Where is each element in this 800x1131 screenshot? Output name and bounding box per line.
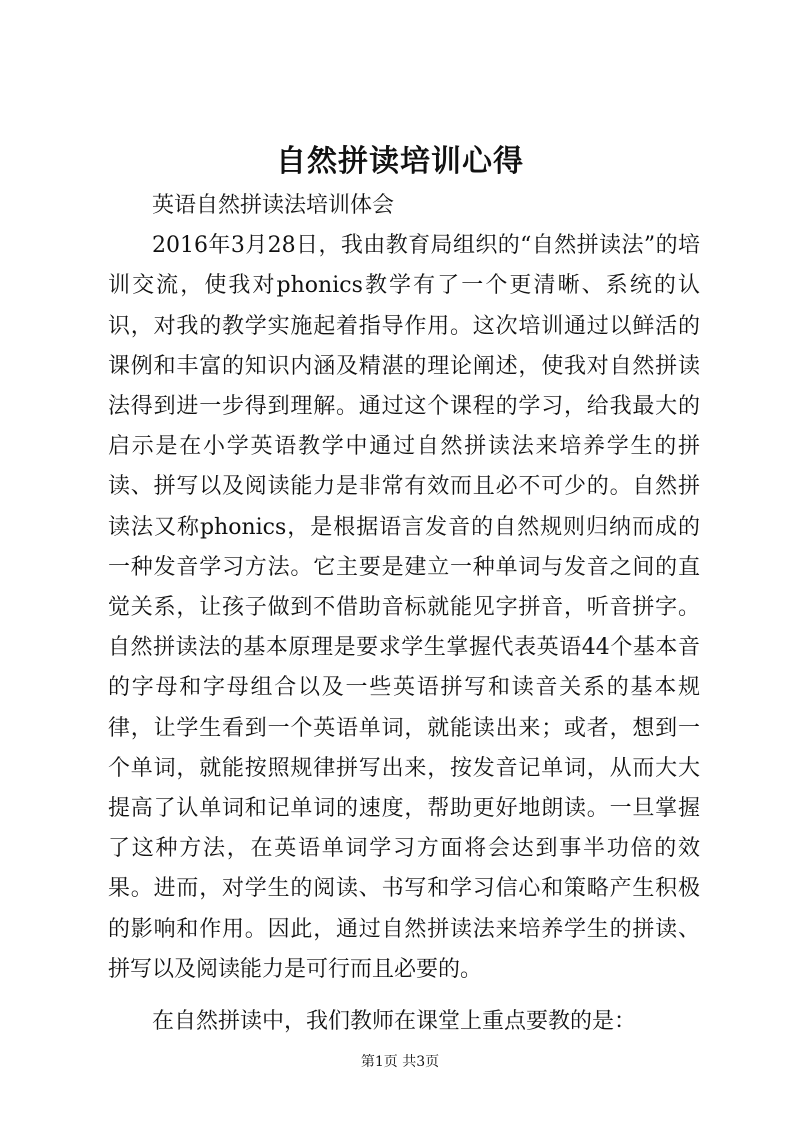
page-footer: 第1页 共3页 <box>360 1054 440 1070</box>
document-title: 自然拼读培训心得 <box>276 144 524 179</box>
document-body <box>108 186 700 1042</box>
closing-paragraph: 在自然拼读中，我们教师在课堂上重点要教的是： <box>152 1009 637 1035</box>
main-paragraph: 2016年3月28日，我由教育局组织的“自然拼读法”的培训交流，使我对phonics教学有了一个更清晰、系统的认识，对我的教学实施起着指导作用。这次培训通过以鲜活的课例和丰富的知识内涵及精湛的理论阐述，使我对自然拼读法得到进一步得到理解。通过这个课程的学习，给我最大的启示是在小学英语教学中通过自然拼读法来培养学生的拼读、拼写以及阅读能力是非常有效而且必不可少的。自然拼读法又称phonics，是根据语言发音的自然规则归纳而成的一种发音学习方法。它主要是建立一种单词与发音之间的直觉关系，让孩子做到不借助音标就能见字拼音，听音拼字。自然拼读法的基本原理是要求学生掌握代表英语44个基本音的字母和字母组合以及一些英语拼写和读音关系的基本规律，让学生看到一个英语单词，就能读出来；或者，想到一个单词，就能按照规律拼写出来，按发音记单词，从而大大提高了认单词和记单词的速度，帮助更好地朗读。一旦掌握了这种方法，在英语单词学习方面将会达到事半功倍的效果。进而，对学生的阅读、书写和学习信心和策略产生积极的影响和作用。因此，通过自然拼读法来培养学生的拼读、拼写以及阅读能力是可行而且必要的。 <box>108 233 700 982</box>
subtitle-paragraph: 英语自然拼读法培训体会 <box>152 193 395 218</box>
